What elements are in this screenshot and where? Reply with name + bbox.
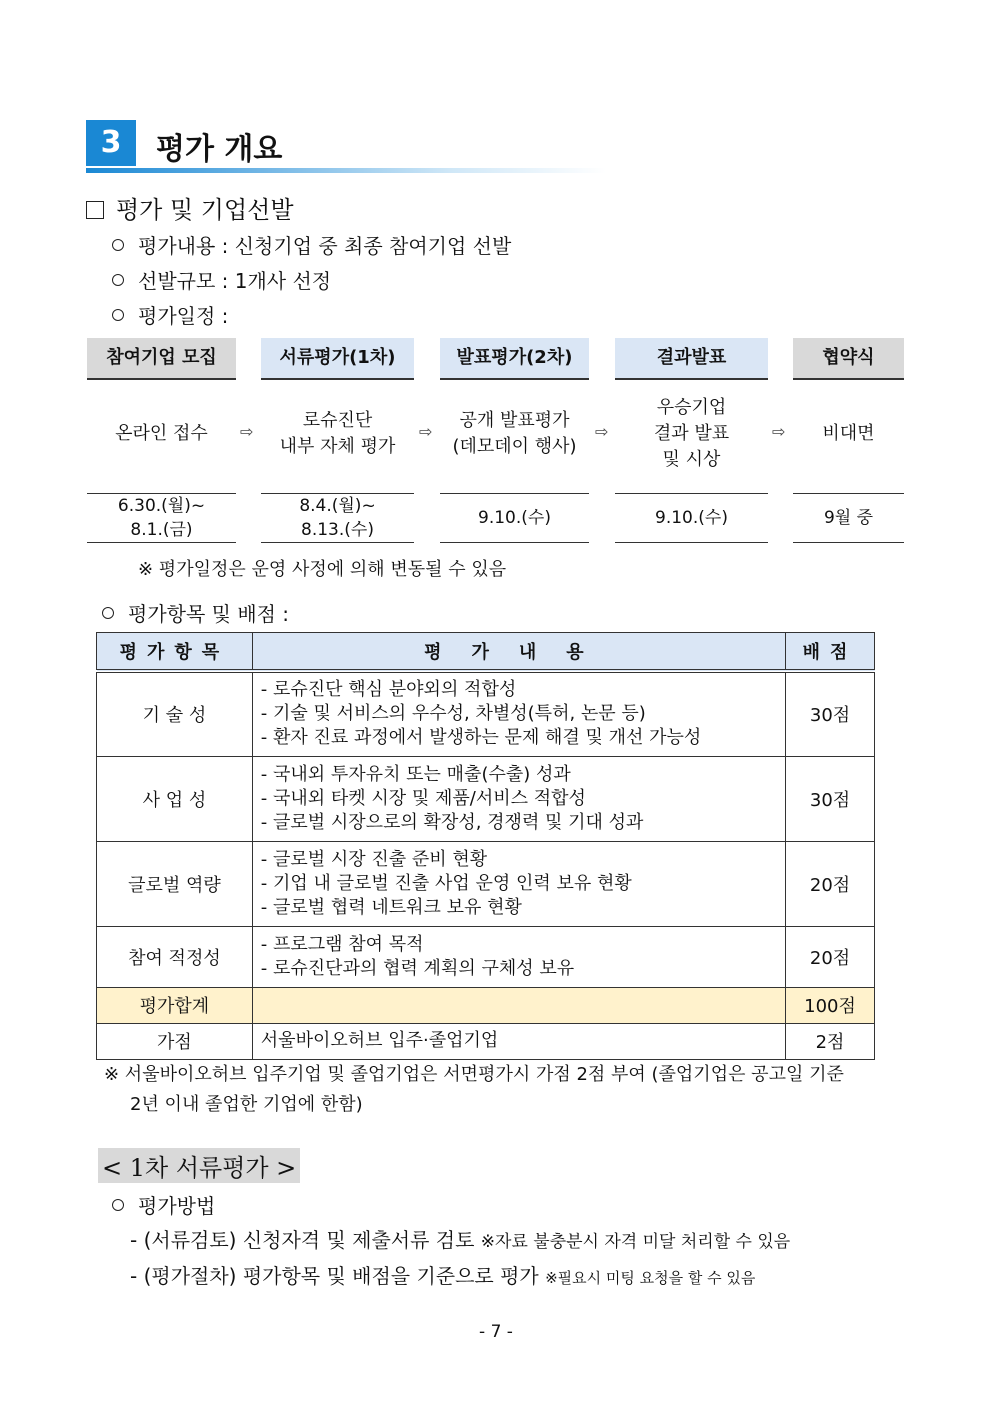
row-content: - 글로벌 시장 진출 준비 현황 - 기업 내 글로벌 진출 사업 운영 인력 보유 현황 - 글로벌 협력 네트워크 보유 현황 bbox=[252, 841, 785, 926]
bullet-content: 평가내용 : 신청기업 중 최종 참여기업 선발 bbox=[112, 230, 511, 259]
page-number: - 7 - bbox=[479, 1322, 513, 1342]
section-underline bbox=[86, 168, 606, 173]
circle-bullet-icon bbox=[112, 239, 124, 251]
schedule-activity: 공개 발표평가 (데모데이 행사) bbox=[452, 410, 577, 457]
first-eval-title: < 1차 서류평가 > bbox=[98, 1148, 300, 1183]
total-category: 평가합계 bbox=[97, 987, 253, 1023]
header-category: 평가항목 bbox=[97, 633, 253, 672]
schedule-date: 8.4.(월)~ 8.13.(수) bbox=[261, 493, 414, 543]
row-category: 기 술 성 bbox=[97, 671, 253, 756]
criteria-note-line2: 2년 이내 졸업한 기업에 한함) bbox=[130, 1094, 363, 1115]
total-content bbox=[252, 987, 785, 1023]
row-category: 사 업 성 bbox=[97, 756, 253, 841]
row-category: 글로벌 역량 bbox=[97, 841, 253, 926]
circle-bullet-icon bbox=[102, 607, 114, 619]
row-score: 30점 bbox=[786, 756, 875, 841]
schedule-date: 9월 중 bbox=[793, 493, 904, 543]
table-row bbox=[97, 841, 875, 926]
bonus-category: 가점 bbox=[97, 1023, 253, 1059]
table-row bbox=[97, 926, 875, 987]
schedule-activity: 비대면 bbox=[822, 423, 875, 444]
circle-bullet-icon bbox=[112, 274, 124, 286]
schedule-header-agreement: 협약식 bbox=[793, 338, 904, 380]
circle-bullet-icon bbox=[112, 1199, 124, 1211]
row-score: 30점 bbox=[786, 671, 875, 756]
table-header-row bbox=[97, 633, 875, 672]
schedule-date: 9.10.(수) bbox=[615, 493, 768, 543]
first-eval-method: 평가방법 bbox=[112, 1190, 215, 1219]
row-content: - 프로그램 참여 목적 - 로슈진단과의 협력 계획의 구체성 보유 bbox=[252, 926, 785, 987]
row-score: 20점 bbox=[786, 841, 875, 926]
table-row bbox=[97, 671, 875, 756]
total-score: 100점 bbox=[786, 987, 875, 1023]
table-bonus-row bbox=[97, 1023, 875, 1059]
row-content: - 국내외 투자유치 또는 매출(수출) 성과 - 국내외 타켓 시장 및 제품/서비스 적합성 - 글로벌 시장으로의 확장성, 경쟁력 및 기대 성과 bbox=[252, 756, 785, 841]
row-score: 20점 bbox=[786, 926, 875, 987]
schedule-header-presentation: 발표평가(2차) bbox=[440, 338, 589, 380]
schedule-activity: 온라인 접수 bbox=[115, 423, 208, 444]
square-bullet-icon bbox=[86, 201, 104, 219]
schedule-date: 9.10.(수) bbox=[440, 493, 589, 543]
schedule-activity: 우승기업 결과 발표 및 시상 bbox=[653, 397, 730, 470]
right-arrow-icon: ⇨ bbox=[772, 422, 786, 441]
schedule-activity: 로슈진단 내부 자체 평가 bbox=[279, 410, 396, 457]
section-number: 3 bbox=[86, 120, 136, 166]
header-content: 평가내용 bbox=[252, 633, 785, 672]
circle-bullet-icon bbox=[112, 309, 124, 321]
schedule-header-result: 결과발표 bbox=[615, 338, 768, 380]
table-row bbox=[97, 756, 875, 841]
bonus-score: 2점 bbox=[786, 1023, 875, 1059]
header-score: 배점 bbox=[786, 633, 875, 672]
row-content: - 로슈진단 핵심 분야외의 적합성 - 기술 및 서비스의 우수성, 차별성(특허, 논문 등) - 환자 진료 과정에서 발생하는 문제 해결 및 개선 가능성 bbox=[252, 671, 785, 756]
schedule-header-document: 서류평가(1차) bbox=[261, 338, 414, 380]
schedule-header-recruit: 참여기업 모집 bbox=[87, 338, 236, 380]
schedule-date: 6.30.(월)~ 8.1.(금) bbox=[87, 493, 236, 543]
table-total-row bbox=[97, 987, 875, 1023]
bonus-content: 서울바이오허브 입주·졸업기업 bbox=[252, 1023, 785, 1059]
criteria-table bbox=[96, 632, 875, 1060]
first-eval-line: - (평가절차) 평가항목 및 배점을 기준으로 평가 ※필요시 미팅 요청을 할 수 있음 bbox=[130, 1264, 756, 1288]
schedule-note: ※ 평가일정은 운영 사정에 의해 변동될 수 있음 bbox=[138, 559, 507, 580]
right-arrow-icon: ⇨ bbox=[419, 422, 433, 441]
criteria-title: 평가항목 및 배점 : bbox=[102, 598, 289, 627]
section-header bbox=[86, 118, 606, 172]
row-category: 참여 적정성 bbox=[97, 926, 253, 987]
criteria-note-line1: ※ 서울바이오허브 입주기업 및 졸업기업은 서면평가시 가점 2점 부여 (졸업기업은 공고일 기준 bbox=[104, 1064, 844, 1085]
bullet-schedule: 평가일정 : bbox=[112, 300, 228, 329]
right-arrow-icon: ⇨ bbox=[240, 422, 254, 441]
subsection-title: 평가 및 기업선발 bbox=[86, 190, 294, 225]
bullet-scale: 선발규모 : 1개사 선정 bbox=[112, 265, 331, 294]
first-eval-line: - (서류검토) 신청자격 및 제출서류 검토 ※자료 불충분시 자격 미달 처리할 수 있음 bbox=[130, 1228, 791, 1252]
right-arrow-icon: ⇨ bbox=[595, 422, 609, 441]
section-title: 평가 개요 bbox=[156, 132, 283, 167]
